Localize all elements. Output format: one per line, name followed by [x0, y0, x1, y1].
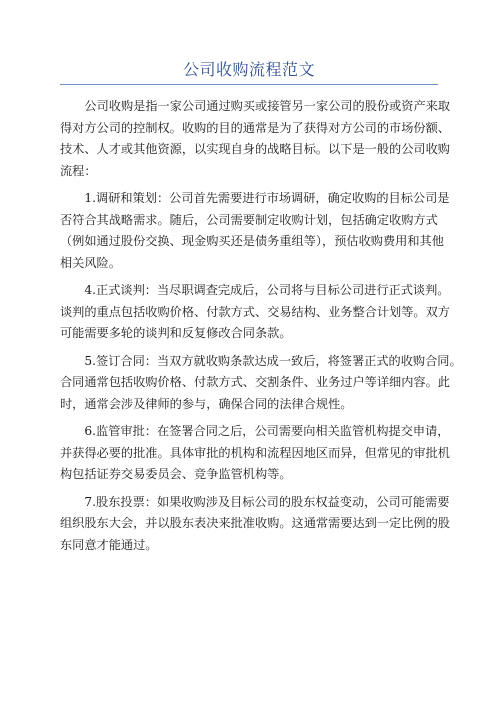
- document-body: [60, 96, 462, 556]
- paragraph-line: 谈判的重点包括收购价格、付款方式、交易结构、业务整合计划等。双方: [60, 304, 450, 319]
- paragraph-intro: [60, 96, 451, 182]
- paragraph-step-7: [60, 492, 450, 557]
- paragraph-line: 技术、人才或其他资源，以实现自身的战略目标。以下是一般的公司收购: [60, 142, 450, 156]
- paragraph-line: 1.调研和策划：公司首先需要进行市场调研，确定收购的目标公司是: [84, 191, 450, 205]
- paragraph-line: 6.监管审批：在签署合同之后，公司需要向相关监管机构提交申请，: [84, 424, 450, 438]
- paragraph-step-4: [60, 280, 450, 345]
- paragraph-line: 可能需要多轮的谈判和反复修改合同条款。: [60, 326, 292, 340]
- paragraph-line: 得对方公司的控制权。收购的目的通常是为了获得对方公司的市场份额、: [60, 120, 450, 135]
- paragraph-line: 4.正式谈判：当尽职调查完成后，公司将与目标公司进行正式谈判。: [84, 283, 450, 297]
- paragraph-step-6: [60, 421, 450, 486]
- paragraph-step-1: [60, 188, 450, 274]
- paragraph-line: 时，通常会涉及律师的参与，确保合同的法律合规性。: [60, 396, 353, 411]
- paragraph-line: 组织股东大会，并以股东表决来批准收购。这通常需要达到一定比例的股: [60, 516, 450, 530]
- paragraph-line: 构包括证券交易委员会、竞争监管机构等。: [60, 467, 292, 481]
- paragraph-line: 东同意才能通过。: [60, 537, 158, 552]
- paragraph-line: 相关风险。: [60, 255, 121, 270]
- paragraph-line: 5.签订合同：当双方就收购条款达成一致后，将签署正式的收购合同。: [84, 353, 462, 368]
- paragraph-line: 并获得必要的批准。具体审批的机构和流程因地区而异，但常见的审批机: [60, 445, 450, 460]
- paragraph-line: 公司收购是指一家公司通过购买或接管另一家公司的股份或资产来取: [84, 99, 451, 113]
- paragraph-line: 流程：: [60, 163, 97, 178]
- title-underline: [60, 84, 438, 85]
- document-title: 公司收购流程范文: [182, 60, 315, 79]
- paragraph-line: 7.股东投票：如果收购涉及目标公司的股东权益变动，公司可能需要: [84, 494, 450, 509]
- paragraph-step-5: [60, 351, 462, 416]
- paragraph-line: （例如通过股份交换、现金购买还是债务重组等），预估收购费用和其他: [60, 234, 444, 248]
- paragraph-line: 合同通常包括收购价格、付款方式、交割条件、业务过户等详细内容。此: [60, 375, 450, 389]
- paragraph-line: 否符合其战略需求。随后，公司需要制定收购计划，包括确定收购方式: [60, 212, 438, 227]
